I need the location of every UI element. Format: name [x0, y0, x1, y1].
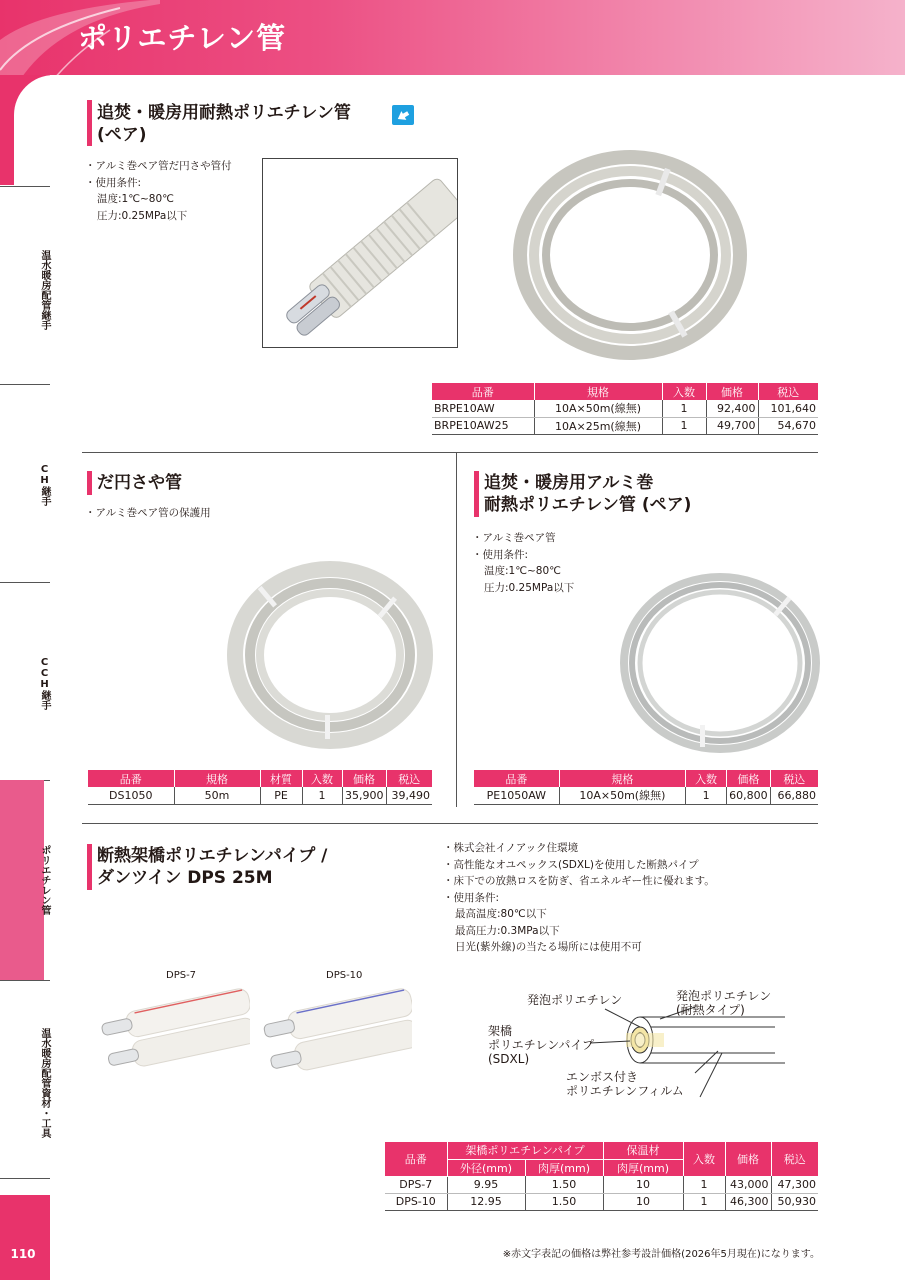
- table-cell: 54,670: [758, 417, 818, 434]
- label-crosslinked-pipe: [488, 1024, 594, 1066]
- table-cell: 1: [662, 400, 706, 417]
- sidebar: [0, 0, 50, 1280]
- table-cell: 1: [302, 787, 342, 804]
- table-header-cell: 規格: [534, 383, 662, 400]
- section4-title: [97, 845, 327, 889]
- section1-title: [97, 102, 351, 146]
- sidebar-divider: [0, 186, 50, 187]
- table-row: [385, 1193, 818, 1210]
- table-header-cell: 税込: [758, 383, 818, 400]
- section3-bullet: ・ アルミ巻ペア管: [472, 530, 574, 547]
- section-bar: [87, 471, 92, 495]
- section1-title-line2: (ペア): [97, 125, 147, 145]
- section4-bullet: ・ 高性能なオユペックス(SDXL)を使用した断熱パイプ: [443, 857, 715, 874]
- table-cell: 101,640: [758, 400, 818, 417]
- section4-condition: 最高温度:80℃以下: [455, 908, 547, 920]
- table-subheader-cell: 肉厚(mm): [603, 1159, 683, 1176]
- section1-bullet: ・ 使用条件:: [85, 175, 232, 192]
- price-footnote: ※赤文字表記の価格は弊社参考設計価格(2026年5月現在)になります。: [502, 1249, 820, 1260]
- section3-spec-table: [474, 770, 818, 805]
- section-bar: [87, 844, 92, 890]
- section1-bullets: [85, 158, 232, 224]
- table-header-cell: 税込: [771, 1142, 818, 1176]
- section3-title-line1: 追焚・暖房用アルミ巻: [484, 473, 654, 493]
- section4-spec-table: [385, 1142, 818, 1211]
- table-header-cell: 税込: [386, 770, 432, 787]
- section-bar: [474, 471, 479, 517]
- table-cell: 1: [686, 787, 727, 804]
- label-embossed-film-line2: ポリエチレンフィルム: [566, 1084, 684, 1098]
- section4-bullets: [443, 840, 715, 956]
- page-number-block: [0, 1195, 50, 1280]
- section2-bullet: ・ アルミ巻ペア管の保護用: [85, 505, 211, 522]
- table-header-cell: 入数: [302, 770, 342, 787]
- pipe-closeup-image: [262, 158, 458, 348]
- section1-bullet: ・ アルミ巻ペア管だ円さや管付: [85, 158, 232, 175]
- table-cell: 10A×50m(線無): [534, 400, 662, 417]
- sidebar-divider: [0, 384, 50, 385]
- section4-condition: 最高圧力:0.3MPa以下: [455, 924, 560, 937]
- dps7-image: [100, 985, 250, 1085]
- table-subheader-cell: 外径(mm): [447, 1159, 525, 1176]
- table-cell: 47,300: [771, 1176, 818, 1193]
- table-header-cell: 品番: [88, 770, 174, 787]
- table-cell: 1.50: [525, 1176, 603, 1193]
- sidebar-divider: [0, 582, 50, 583]
- table-cell: 60,800: [727, 787, 771, 804]
- table-cell: PE1050AW: [474, 787, 559, 804]
- label-foam-pe-heat-line2: (耐熱タイプ): [676, 1003, 745, 1017]
- table-cell: 46,300: [725, 1193, 771, 1210]
- section1-condition: 温度:1℃~80℃: [97, 193, 174, 205]
- section4-title-line2: ダンツイン DPS 25M: [97, 868, 273, 888]
- table-header-cell: 規格: [559, 770, 685, 787]
- page-title: ポリエチレン管: [78, 21, 287, 55]
- section-bar: [87, 100, 92, 146]
- table-cell: 50m: [174, 787, 260, 804]
- table-header-row: [474, 770, 818, 787]
- oval-sleeve-coil-image: [225, 555, 435, 755]
- table-subheader-cell: 肉厚(mm): [525, 1159, 603, 1176]
- table-cell: 1: [662, 417, 706, 434]
- table-row: [432, 400, 818, 417]
- section4-bullet: ・ 床下での放熱ロスを防ぎ、省エネルギー性に優れます。: [443, 873, 715, 890]
- table-header-cell: 材質: [260, 770, 302, 787]
- dps7-caption: DPS-7: [166, 970, 197, 981]
- section4-condition: 日光(紫外線)の当たる場所には使用不可: [455, 941, 642, 953]
- label-embossed-film-line1: エンボス付き: [566, 1070, 639, 1084]
- table-cell: 10A×25m(線無): [534, 417, 662, 434]
- section-divider: [82, 823, 818, 824]
- table-header-cell: 架橋ポリエチレンパイプ: [447, 1142, 603, 1159]
- section4-bullet: ・ 使用条件:: [443, 890, 715, 907]
- table-cell: 10A×50m(線無): [559, 787, 685, 804]
- section2-title: だ円さや管: [97, 473, 182, 493]
- table-cell: DS1050: [88, 787, 174, 804]
- table-header-cell: 保温材: [603, 1142, 683, 1159]
- table-header-cell: 入数: [683, 1142, 725, 1176]
- sidebar-item-hot-water-fittings[interactable]: 温水暖房配管継手: [39, 250, 50, 330]
- section4-bullet: ・ 株式会社イノアック住環境: [443, 840, 715, 857]
- table-cell: 49,700: [706, 417, 758, 434]
- section1-spec-table: [432, 383, 818, 435]
- section-divider: [82, 452, 818, 453]
- table-row: [385, 1176, 818, 1193]
- label-crosslinked-pipe-line2: ポリエチレンパイプ: [488, 1038, 595, 1052]
- label-foam-pe: 発泡ポリエチレン: [527, 993, 623, 1007]
- section-divider-vertical: [456, 452, 457, 807]
- table-header-cell: 入数: [686, 770, 727, 787]
- table-cell: 9.95: [447, 1176, 525, 1193]
- table-header-cell: 品番: [432, 383, 534, 400]
- table-header-cell: 品番: [474, 770, 559, 787]
- label-crosslinked-pipe-line3: (SDXL): [488, 1052, 530, 1066]
- table-cell: 92,400: [706, 400, 758, 417]
- table-header-cell: 価格: [727, 770, 771, 787]
- sidebar-item-ch-fittings[interactable]: CH継手: [39, 464, 50, 506]
- table-cell: DPS-10: [385, 1193, 447, 1210]
- sidebar-item-materials-tools[interactable]: 温水暖房配管資材・工具: [39, 1027, 50, 1138]
- table-cell: BRPE10AW: [432, 400, 534, 417]
- section3-title-line2: 耐熱ポリエチレン管 (ペア): [484, 495, 692, 515]
- table-cell: 1: [683, 1193, 725, 1210]
- section3-title: [484, 472, 691, 516]
- section1-condition: 圧力:0.25MPa以下: [97, 209, 188, 222]
- table-cell: BRPE10AW25: [432, 417, 534, 434]
- table-header-cell: 品番: [385, 1142, 447, 1176]
- table-cell: 10: [603, 1193, 683, 1210]
- table-header-row: [432, 383, 818, 400]
- table-cell: 39,490: [386, 787, 432, 804]
- arrow-badge-icon: [392, 105, 414, 125]
- table-header-cell: 価格: [706, 383, 758, 400]
- aluminum-coil-image: [615, 565, 825, 760]
- dps10-caption: DPS-10: [326, 970, 363, 981]
- table-cell: 35,900: [342, 787, 386, 804]
- table-cell: 43,000: [725, 1176, 771, 1193]
- sidebar-divider: [0, 980, 50, 981]
- sidebar-top-curve: [14, 75, 64, 185]
- table-cell: 50,930: [771, 1193, 818, 1210]
- label-embossed-film: [566, 1070, 684, 1098]
- section3-bullets: [472, 530, 574, 596]
- table-cell: 66,880: [770, 787, 818, 804]
- table-cell: 10: [603, 1176, 683, 1193]
- table-header-cell: 価格: [725, 1142, 771, 1176]
- table-header-cell: 価格: [342, 770, 386, 787]
- section4-title-line1: 断熱架橋ポリエチレンパイプ /: [97, 846, 328, 866]
- page-number: 110: [10, 1247, 36, 1261]
- section2-spec-table: [88, 770, 432, 805]
- sidebar-item-cch-fittings[interactable]: CCH継手: [39, 656, 50, 710]
- table-header-row: [385, 1142, 818, 1159]
- table-header-row: [88, 770, 432, 787]
- table-cell: 12.95: [447, 1193, 525, 1210]
- section2-bullets: [85, 505, 211, 522]
- sidebar-item-polyethylene-pipe[interactable]: ポリエチレン管: [39, 845, 50, 915]
- table-header-cell: 税込: [770, 770, 818, 787]
- section3-condition: 圧力:0.25MPa以下: [484, 581, 575, 594]
- label-foam-pe-heat-line1: 発泡ポリエチレン: [676, 989, 772, 1003]
- table-cell: PE: [260, 787, 302, 804]
- sidebar-divider: [0, 1178, 50, 1179]
- table-row: [88, 787, 432, 804]
- label-foam-pe-heat: [676, 989, 771, 1017]
- label-crosslinked-pipe-line1: 架橋: [488, 1024, 513, 1038]
- section1-title-line1: 追焚・暖房用耐熱ポリエチレン管: [97, 103, 351, 123]
- table-header-cell: 規格: [174, 770, 260, 787]
- table-cell: 1.50: [525, 1193, 603, 1210]
- section3-bullet: ・ 使用条件:: [472, 547, 574, 564]
- page-header: [0, 0, 905, 75]
- coil-pipe-image: [500, 130, 760, 380]
- table-row: [474, 787, 818, 804]
- section3-condition: 温度:1℃~80℃: [484, 565, 561, 577]
- dps10-image: [262, 985, 412, 1085]
- table-cell: DPS-7: [385, 1176, 447, 1193]
- table-header-cell: 入数: [662, 383, 706, 400]
- table-cell: 1: [683, 1176, 725, 1193]
- table-row: [432, 417, 818, 434]
